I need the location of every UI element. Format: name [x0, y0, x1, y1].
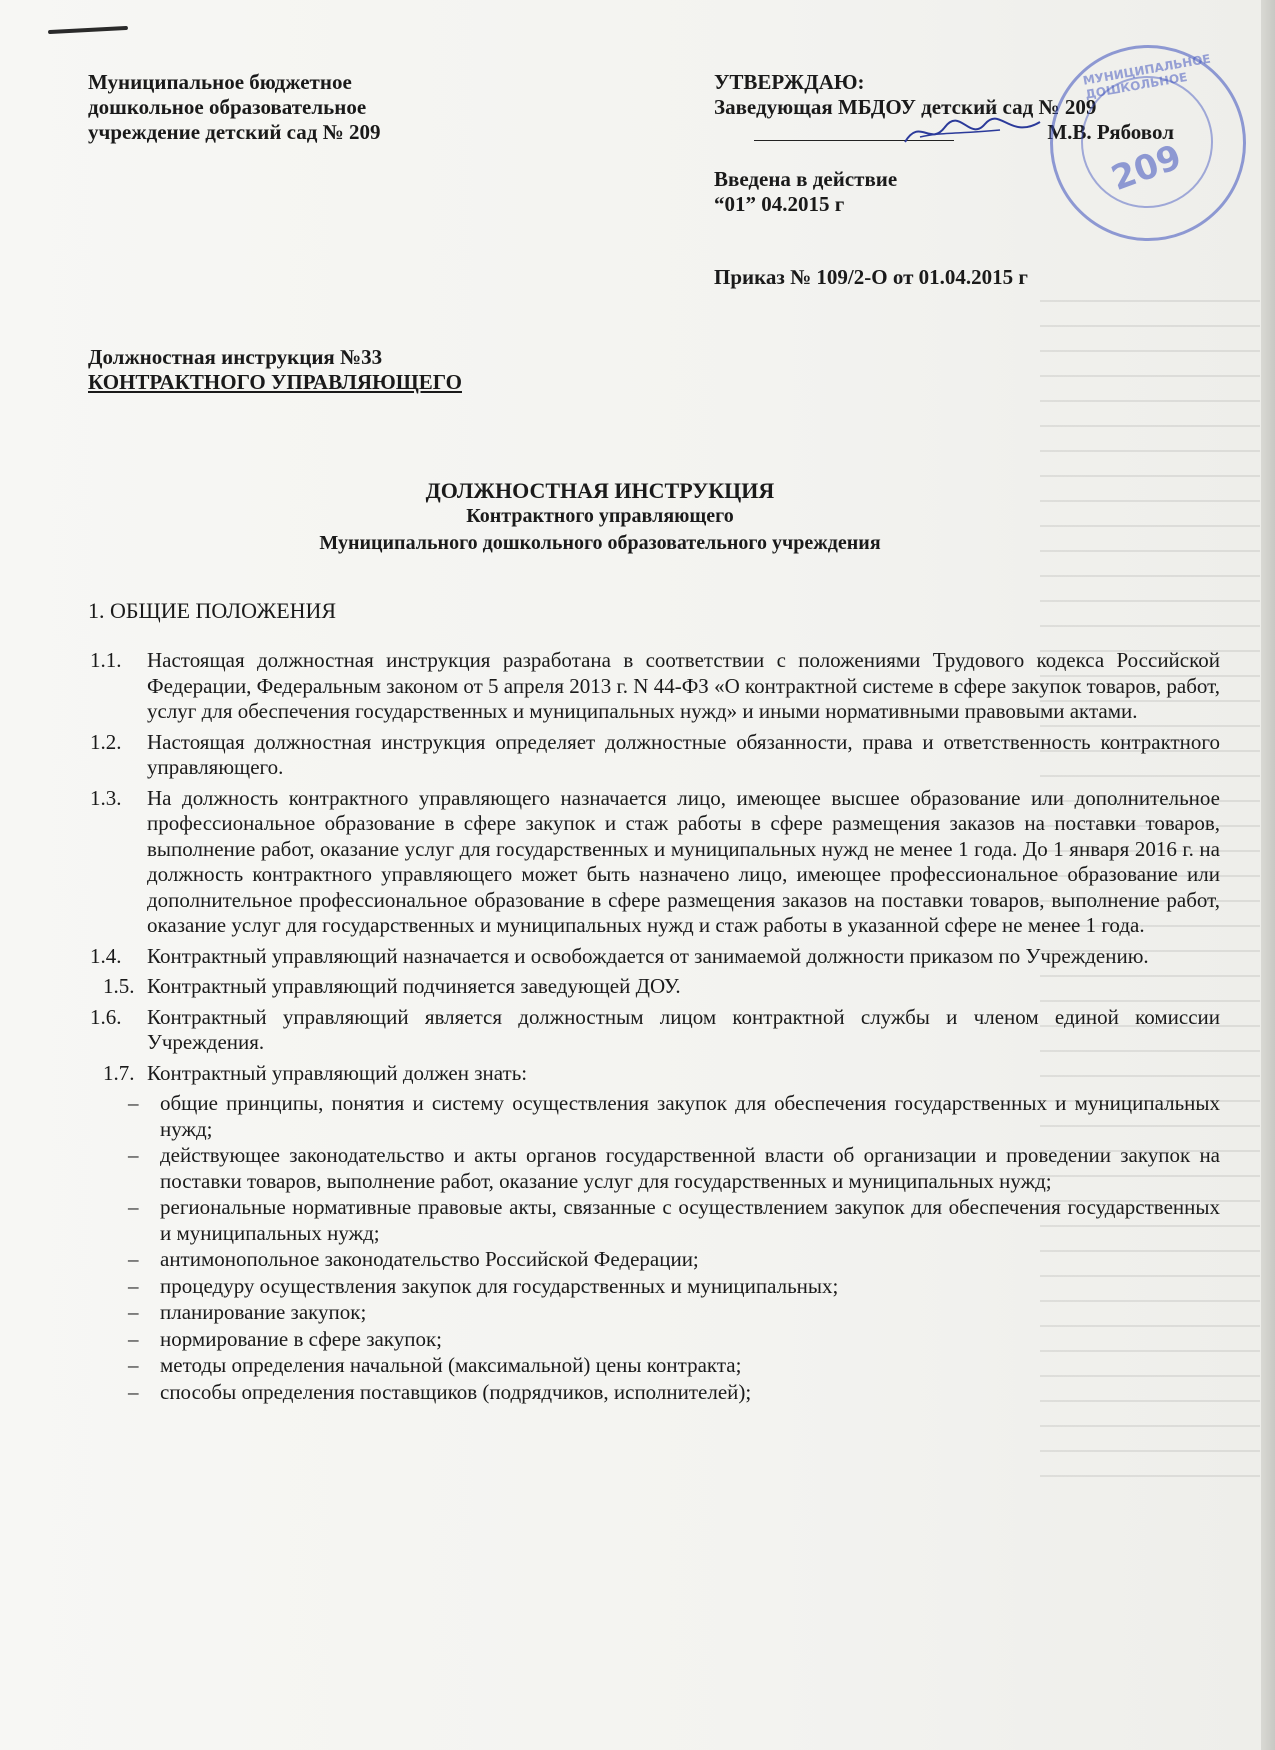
knowledge-item: – планирование закупок;: [128, 1300, 367, 1324]
section-heading: 1. ОБЩИЕ ПОЛОЖЕНИЯ: [88, 598, 337, 623]
knowledge-item: – методы определения начальной (максимальной) цены контракта;: [128, 1353, 742, 1377]
page-edge-shadow: [1261, 0, 1275, 1750]
org-line-3: учреждение детский сад № 209: [88, 120, 381, 144]
instruction-title: [88, 345, 462, 395]
scan-mark: [48, 26, 128, 34]
section-body: [90, 648, 1220, 1406]
list-item: 1.4. Контрактный управляющий назначается и освобождается от занимаемой должности приказом по Учреждению.: [90, 943, 1149, 968]
main-subtitle: Контрактного управляющего: [466, 505, 734, 527]
approve-label: УТВЕРЖДАЮ:: [714, 70, 865, 94]
approver-position: Заведующая МБДОУ детский сад № 209: [714, 95, 1097, 119]
instruction-number: Должностная инструкция №33: [88, 345, 383, 369]
effective-label: Введена в действие: [714, 167, 898, 191]
handwritten-signature: [900, 112, 1050, 152]
organization-header: [88, 70, 380, 145]
main-title: ДОЛЖНОСТНАЯ ИНСТРУКЦИЯ: [425, 478, 775, 503]
stamp-number: 209: [1106, 137, 1187, 199]
org-line-1: Муниципальное бюджетное: [88, 70, 352, 94]
list-item: 1.3. На должность контрактного управляющего назначается лицо, имеющее высшее образование или дополнительное профессиональное образование в сфере закупок и стаж работы в сфере размещения заказов на поставки товаров, выполнение работ, оказание услуг для государственных и муниципальных нужд не менее 1 года. До 1 января 2016 г. на должность контрактного управляющего может быть назначено лицо, имеющее профессиональное образование или дополнительное профессиональное образование в сфере размещения заказов на поставки товаров, выполнение работ, оказание услуг для государственных и муниципальных нужд и стаж работы в указанной сфере не менее 1 года.: [90, 785, 1220, 937]
official-stamp: [1050, 45, 1246, 241]
instruction-position: КОНТРАКТНОГО УПРАВЛЯЮЩЕГО: [88, 370, 462, 394]
list-item: 1.5. Контрактный управляющий подчиняется заведующей ДОУ.: [103, 974, 681, 998]
order-reference: Приказ № 109/2-О от 01.04.2015 г: [714, 265, 1028, 289]
knowledge-item: – антимонопольное законодательство Российской Федерации;: [128, 1247, 699, 1271]
knowledge-item: – способы определения поставщиков (подрядчиков, исполнителей);: [128, 1379, 752, 1404]
stamp-ring-text: МУНИЦИПАЛЬНОЕ ДОШКОЛЬНОЕ: [1081, 51, 1212, 102]
signer-name: М.В. Рябовол: [1047, 120, 1174, 144]
knowledge-item: – процедуру осуществления закупок для государственных и муниципальных;: [128, 1273, 839, 1298]
effective-date: “01” 04.2015 г: [714, 192, 845, 216]
knowledge-item: – действующее законодательство и акты органов государственной власти об организации и проведении закупок на поставки товаров, выполнение работ, оказание услуг для государственных и муниципальных нужд;: [128, 1143, 1220, 1193]
list-item: 1.1. Настоящая должностная инструкция разработана в соответствии с положениями Трудового кодекса Российской Федерации, Федеральным законом от 5 апреля 2013 г. N 44-ФЗ «О контрактной системе в сфере закупок товаров, работ, услуг для обеспечения государственных и муниципальных нужд» и иными нормативными правовыми актами.: [90, 648, 1220, 723]
org-line-2: дошкольное образовательное: [88, 95, 367, 119]
knowledge-item: – общие принципы, понятия и систему осуществления закупок для обеспечения государственных и муниципальных нужд;: [128, 1091, 1220, 1141]
knowledge-item: – нормирование в сфере закупок;: [128, 1326, 442, 1351]
list-item: 1.2. Настоящая должностная инструкция определяет должностные обязанности, права и ответственность контрактного управляющего.: [90, 729, 1220, 779]
list-item: 1.6. Контрактный управляющий является должностным лицом контрактной службы и членом единой комиссии Учреждения.: [90, 1004, 1220, 1054]
knowledge-item: – региональные нормативные правовые акты, связанные с осуществлением закупок для обеспечения государственных и муниципальных нужд;: [128, 1195, 1220, 1245]
main-subtitle-institution: Муниципального дошкольного образовательного учреждения: [319, 532, 881, 554]
list-item: 1.7. Контрактный управляющий должен знать:: [103, 1060, 528, 1085]
